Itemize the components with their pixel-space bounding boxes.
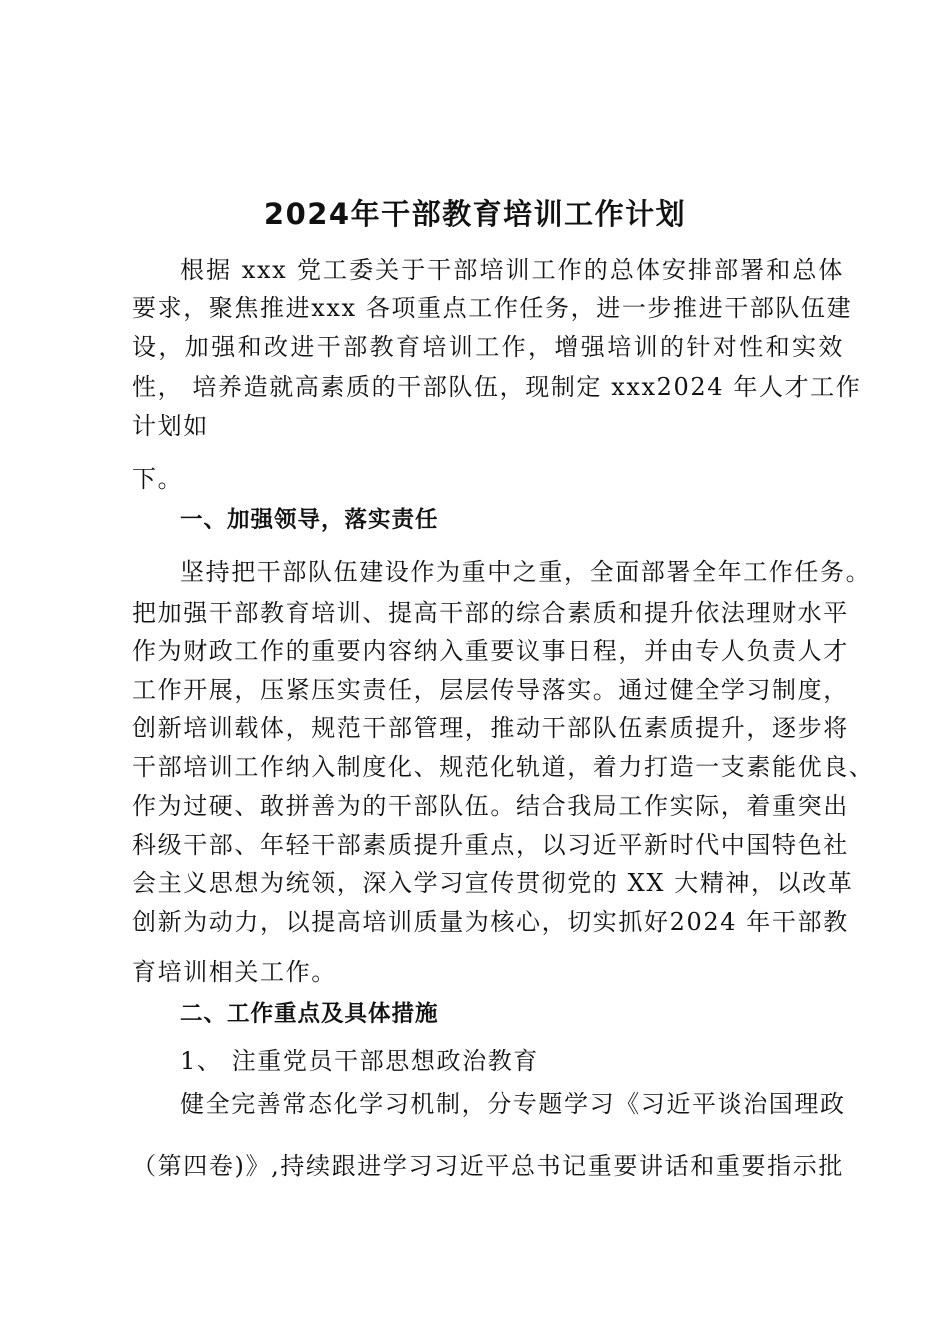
paragraph-line: 作为财政工作的重要内容纳入重要议事日程，并由专人负责人才 <box>132 637 849 665</box>
paragraph-line: 干部培训工作纳入制度化、规范化轨道，着力打造一支素能优良、 <box>132 753 875 781</box>
intro-line: 要求，聚焦推进xxx 各项重点工作任务，进一步推进干部队伍建 <box>132 294 853 322</box>
subheading: 1、 注重党员干部思想政治教育 <box>180 1047 539 1075</box>
paragraph-line: 创新培训载体，规范干部管理，推动干部队伍素质提升，逐步将 <box>132 714 849 742</box>
paragraph-line: 科级干部、年轻干部素质提升重点，以习近平新时代中国特色社 <box>132 831 849 859</box>
paragraph-line: 坚持把干部队伍建设作为重中之重，全面部署全年工作任务。 <box>180 558 872 586</box>
paragraph-line: 育培训相关工作。 <box>132 958 337 986</box>
paragraph-line: 工作开展，压紧压实责任，层层传导落实。通过健全学习制度， <box>132 676 849 704</box>
paragraph-line: 作为过硬、敢拼善为的干部队伍。结合我局工作实际，着重突出 <box>132 792 849 820</box>
intro-line: 根据 xxx 党工委关于干部培训工作的总体安排部署和总体 <box>180 256 844 284</box>
document-title: 2024年干部教育培训工作计划 <box>263 197 687 231</box>
intro-line: 设，加强和改进干部教育培训工作，增强培训的针对性和实效 <box>132 333 844 361</box>
paragraph-line: 会主义思想为统领，深入学习宣传贯彻党的 XX 大精神，以改革 <box>132 869 854 897</box>
paragraph-line: 健全完善常态化学习机制，分专题学习《习近平谈治国理政 <box>180 1090 846 1118</box>
section-heading: 一、加强领导，落实责任 <box>180 507 439 533</box>
intro-line: 性， 培养造就高素质的干部队伍，现制定 xxx2024 年人才工作 <box>132 373 862 401</box>
paragraph-line: （第四卷)》,持续跟进学习习近平总书记重要讲话和重要指示批 <box>132 1152 844 1180</box>
paragraph-line: 把加强干部教育培训、提高干部的综合素质和提升依法理财水平 <box>132 599 849 627</box>
section-heading: 二、工作重点及具体措施 <box>180 1001 439 1027</box>
intro-line: 计划如 <box>132 412 209 440</box>
intro-line: 下。 <box>132 465 184 493</box>
paragraph-line: 创新为动力，以提高培训质量为核心，切实抓好2024 年干部教 <box>132 908 849 936</box>
